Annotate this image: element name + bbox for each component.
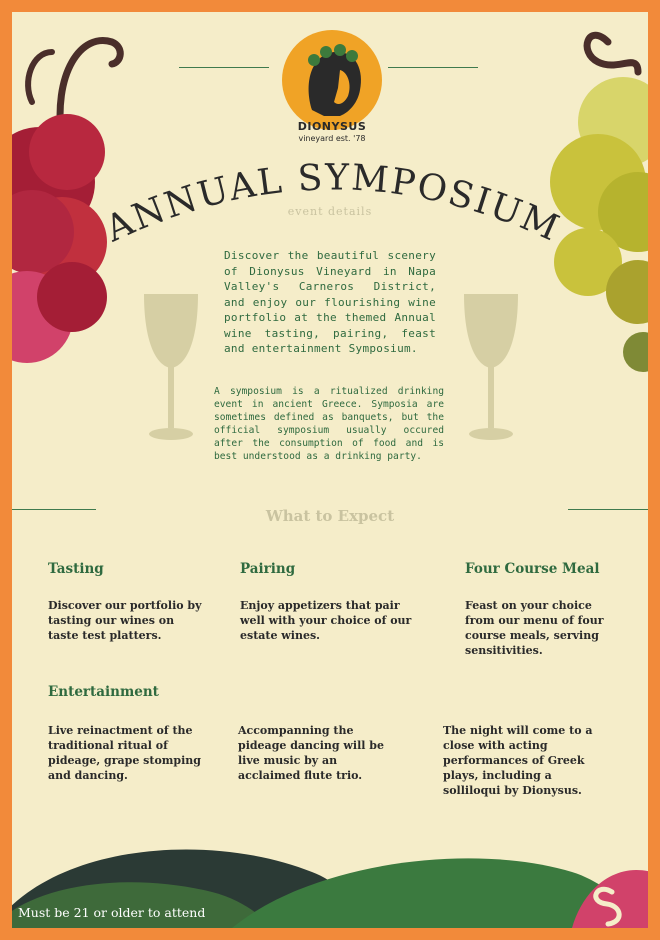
subtitle: event details — [287, 205, 373, 218]
logo-name: DIONYSUS — [297, 120, 367, 133]
entertainment-text-2: Accompanning the pideage dancing will be live music by an acclaimed flute trio. — [238, 724, 384, 782]
section-heading-four-course-meal: Four Course Meal — [465, 561, 600, 577]
logo-subtitle: vineyard est. '78 — [298, 134, 366, 143]
svg-text:ANNUAL SYMPOSIUM — [99, 157, 567, 250]
description-paragraph: A symposium is a ritualized drinking event in ancient Greece. Symposia are sometimes defined as banquets, but the official symposium usually occured after the consumption of food and is best understood as a drinking party. — [214, 386, 444, 462]
footer-age-notice: Must be 21 or older to attend — [18, 905, 206, 920]
section-heading-tasting: Tasting — [48, 561, 104, 577]
expect-title: What to Expect — [265, 507, 395, 525]
entertainment-text-1: Live reinactment of the traditional ritual of pideage, grape stomping and dancing. — [48, 724, 201, 782]
intro-paragraph: Discover the beautiful scenery of Dionysus Vineyard in Napa Valley's Carneros District, and enjoy our flourishing wine portfolio at the themed Annual wine tasting, pairing, feast and entertainment Symposium. — [224, 249, 436, 355]
entertainment-text-3: The night will come to a close with acting performances of Greek plays, including a solliloqui by Dionysus. — [443, 724, 593, 797]
dionysus-face-icon — [282, 30, 382, 130]
dionysus-logo — [282, 30, 382, 150]
section-heading-pairing: Pairing — [240, 561, 296, 577]
title-text: ANNUAL SYMPOSIUM — [99, 157, 567, 251]
wine-glass-left-icon — [140, 294, 202, 444]
section-text-tasting: Discover our portfolio by tasting our wines on taste test platters. — [48, 599, 202, 642]
wine-glass-right-icon — [460, 294, 522, 444]
section-text-pairing: Enjoy appetizers that pair well with your choice of our estate wines. — [240, 599, 412, 642]
poster — [12, 12, 648, 928]
section-heading-entertainment: Entertainment — [48, 684, 159, 700]
section-text-four-course-meal: Feast on your choice from our menu of four course meals, serving sensitivities. — [465, 599, 604, 657]
logo-line-right — [388, 67, 478, 68]
logo-circle — [282, 30, 382, 130]
logo-line-left — [179, 67, 269, 68]
